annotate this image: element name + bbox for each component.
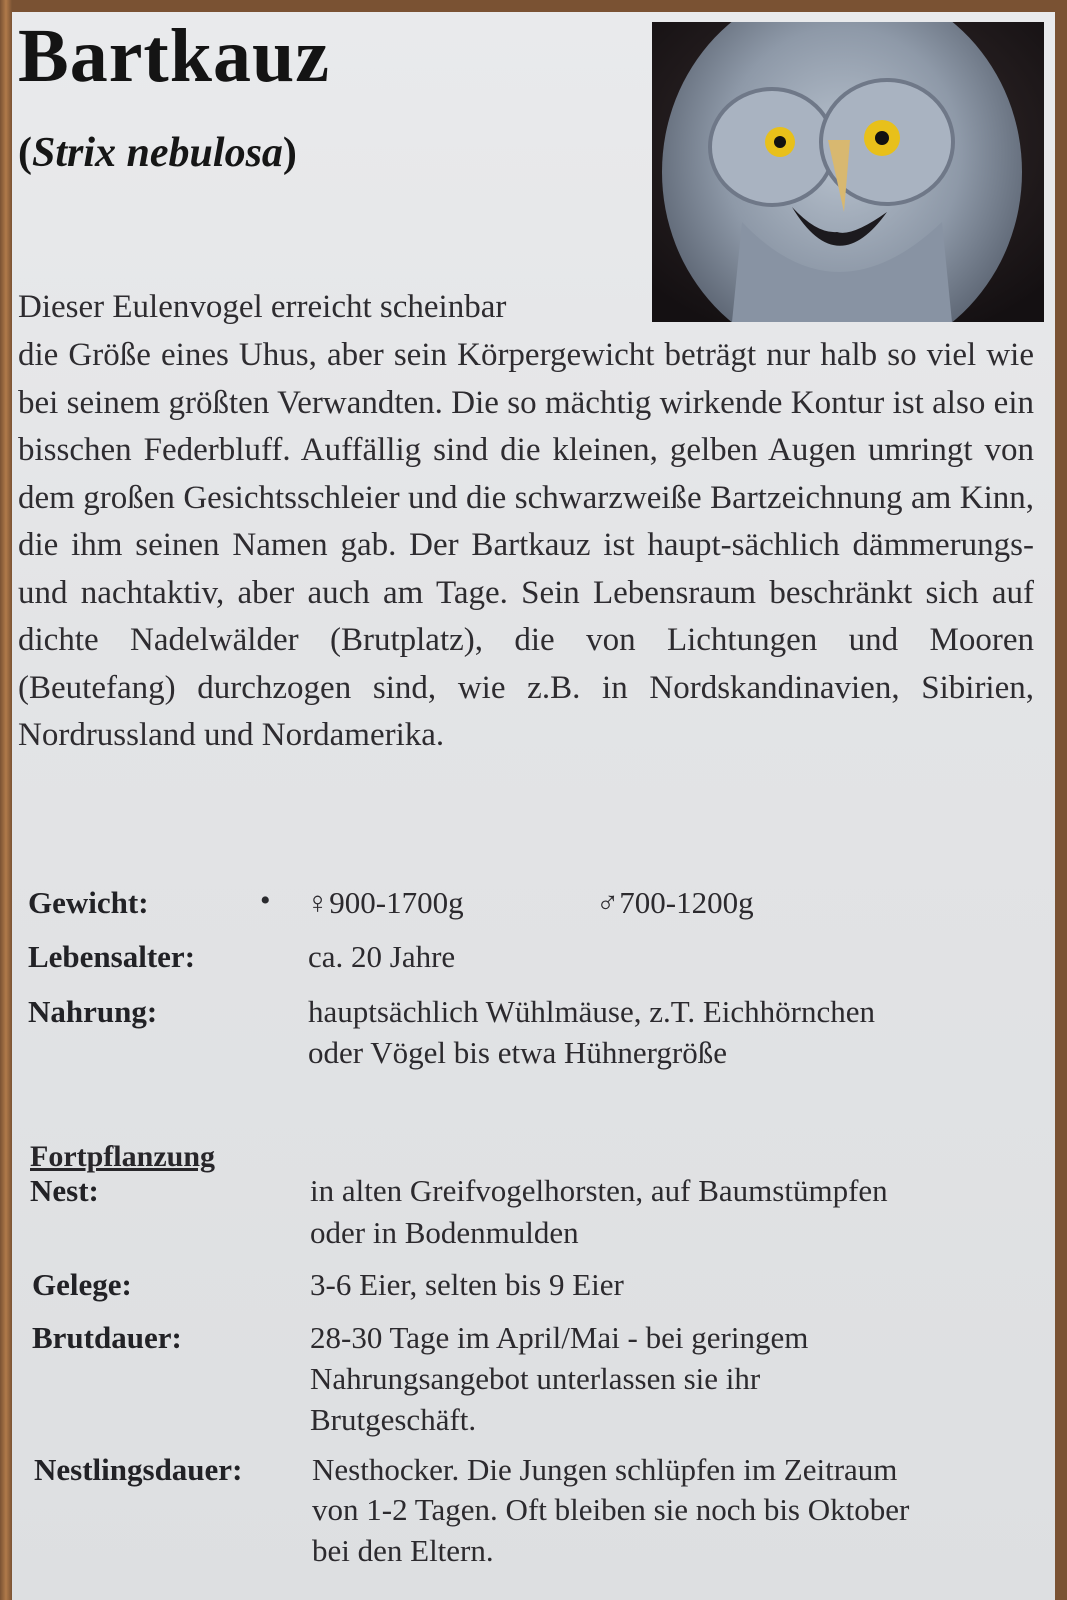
incubation-value-line-2: Nahrungsangebot unterlassen sie ihr — [310, 1361, 761, 1396]
nestling-value-line-1: Nesthocker. Die Jungen schlüpfen im Zeitraum — [312, 1452, 898, 1487]
weight-female: ♀900-1700g — [306, 885, 464, 920]
latin-name: Strix nebulosa — [32, 130, 283, 176]
incubation-value-line-1: 28-30 Tage im April/Mai - bei geringem — [310, 1320, 809, 1355]
food-label: Nahrung: — [28, 994, 158, 1029]
nestling-value-line-3: bei den Eltern. — [312, 1533, 494, 1568]
nest-label: Nest: — [30, 1173, 99, 1208]
paren-close: ) — [282, 130, 297, 176]
reproduction-heading: Fortpflanzung — [30, 1140, 216, 1173]
owl-photo — [652, 22, 1044, 322]
clutch-label: Gelege: — [32, 1267, 132, 1302]
incubation-value-line-3: Brutgeschäft. — [310, 1402, 477, 1437]
nestling-label: Nestlingsdauer: — [34, 1452, 243, 1487]
incubation-label: Brutdauer: — [32, 1320, 182, 1355]
nest-value-line-1: in alten Greifvogelhorsten, auf Baumstümpfen — [310, 1173, 888, 1208]
sign-title: Bartkauz — [18, 14, 330, 98]
clutch-value: 3-6 Eier, selten bis 9 Eier — [310, 1267, 624, 1302]
age-label: Lebensalter: — [28, 939, 196, 974]
info-sign — [12, 12, 1055, 1600]
owl-face-image — [652, 22, 1044, 322]
weight-label: Gewicht: — [28, 885, 149, 920]
weight-male: ♂700-1200g — [596, 885, 754, 920]
intro-first-line: Dieser Eulenvogel erreicht scheinbar — [18, 289, 507, 325]
food-value-line-1: hauptsächlich Wühlmäuse, z.T. Eichhörnchen — [308, 994, 875, 1029]
intro-paragraph: die Größe eines Uhus, aber sein Körpergewicht beträgt nur halb so viel wie bei seinem größten Verwandten. Die so mächtig wirkende Kontur ist also ein bisschen Federbluff. Auffällig sind die kleinen, gelben Augen umringt von dem großen Gesichtsschleier und die schwarzweiße Bartzeichnung am Kinn, die ihm seinen Namen gab. Der Bartkauz ist haupt-sächlich dämmerungs- und nachtaktiv, aber auch am Tage. Sein Lebensraum beschränkt sich auf dichte Nadelwälder (Brutplatz), die von Lichtungen und Mooren (Beutefang) durchzogen sind, wie z.B. in Nordskandinavien, Sibirien, Nordrussland und Nordamerika. — [18, 337, 1034, 753]
weight-bullet: • — [260, 884, 271, 917]
food-value-line-2: oder Vögel bis etwa Hühnergröße — [308, 1035, 727, 1070]
nest-value-line-2: oder in Bodenmulden — [310, 1215, 579, 1250]
age-value: ca. 20 Jahre — [308, 939, 456, 974]
paren-open: ( — [18, 130, 32, 176]
scientific-name — [18, 132, 297, 174]
nestling-value-line-2: von 1-2 Tagen. Oft bleiben sie noch bis Oktober — [312, 1492, 910, 1527]
